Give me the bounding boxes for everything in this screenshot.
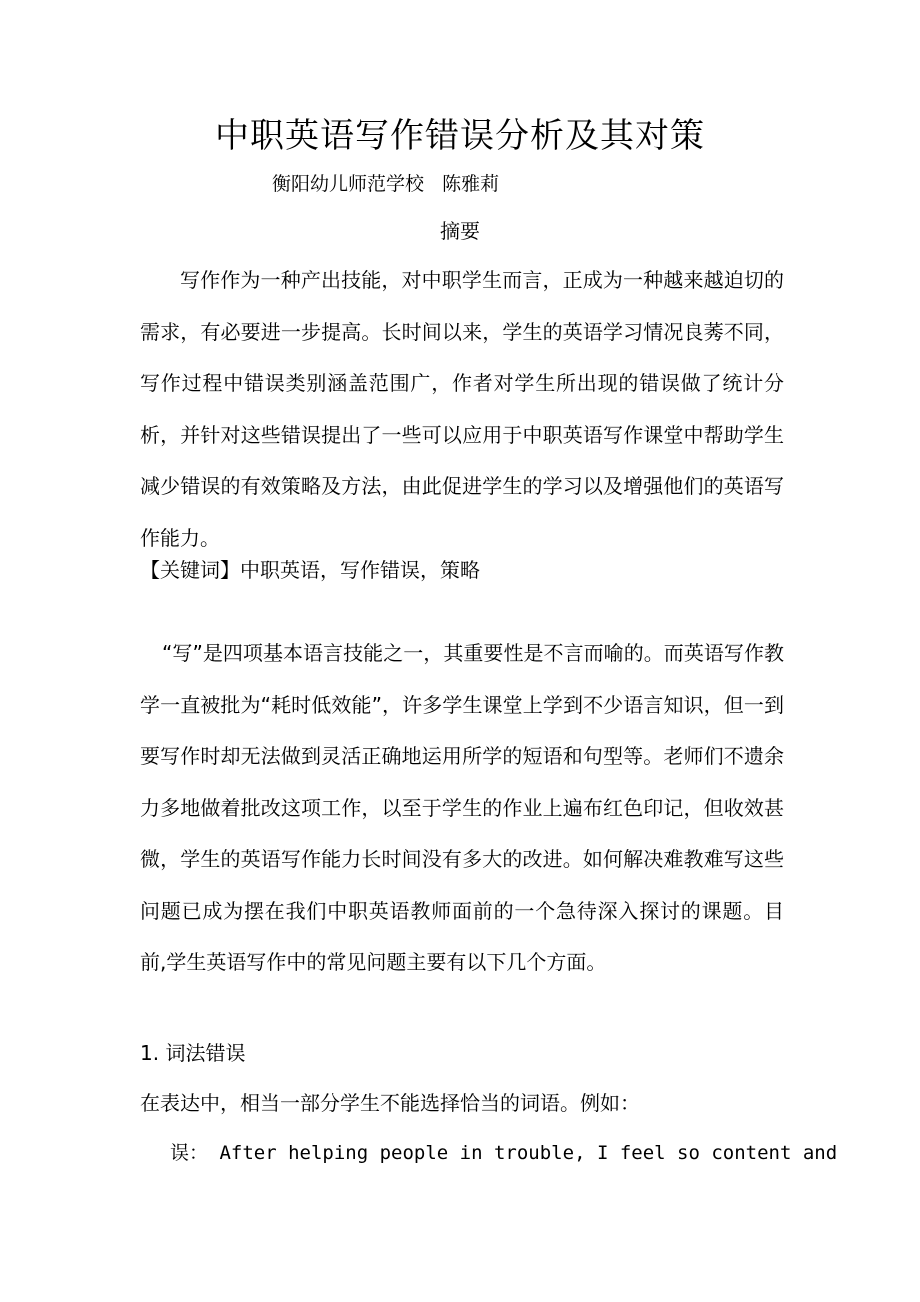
section-heading: 1. 词法错误 [140,1041,246,1065]
keywords-line [140,545,784,597]
abstract-heading: 摘要 [440,219,480,243]
author-line: 衡阳幼儿师范学校 陈雅莉 [272,173,500,195]
abstract-body: 写作作为一种产出技能，对中职学生而言，正成为一种越来越迫切的需求，有必要进一步提高。长时间以来，学生的英语学习情况良莠不同，写作过程中错误类别涵盖范围广，作者对学生所出现的错误做了统计分析，并针对这些错误提出了一些可以应用于中职英语写作课堂中帮助学生减少错误的有效策略及方法，由此促进学生的学习以及增强他们的英语写作能力。 [140,268,784,550]
keywords-text: 中职英语，写作错误，策略 [240,558,480,582]
example-label: 误： [170,1142,209,1164]
example-line [170,1128,838,1180]
keywords-label: 【关键词】 [140,558,240,582]
intro-paragraph: “写”是四项基本语言技能之一，其重要性是不言而喻的。而英语写作教学一直被批为“耗时低效能”，许多学生课堂上学到不少语言知识，但一到要写作时却无法做到灵活正确地运用所学的短语和句型等。老师们不遗余力多地做着批改这项工作，以至于学生的作业上遍布红色印记，但收效甚微，学生的英语写作能力长时间没有多大的改进。如何解决难教难写这些问题已成为摆在我们中职英语教师面前的一个急待深入探讨的课题。目前,学生英语写作中的常见问题主要有以下几个方面。 [140,641,784,974]
example-text: After helping people in trouble, I feel so content and [208,1142,838,1164]
document-title: 中职英语写作错误分析及其对策 [215,116,705,156]
section-lead-text: 在表达中，相当一部分学生不能选择恰当的词语。例如： [140,1091,640,1115]
